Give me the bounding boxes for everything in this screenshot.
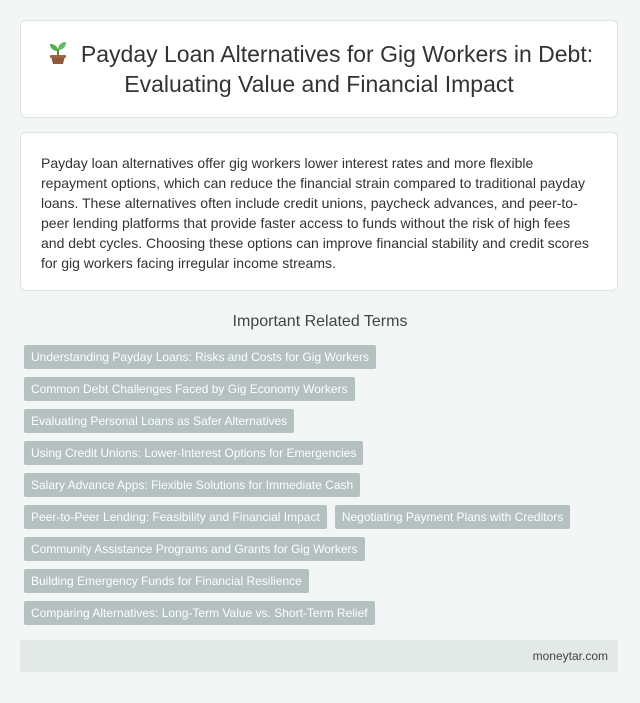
related-term-tag[interactable]: Peer-to-Peer Lending: Feasibility and Financial Impact <box>24 505 327 529</box>
related-term-tag[interactable]: Comparing Alternatives: Long-Term Value vs. Short-Term Relief <box>24 601 375 625</box>
related-term-tag[interactable]: Using Credit Unions: Lower-Interest Options for Emergencies <box>24 441 363 465</box>
summary-text: Payday loan alternatives offer gig workers lower interest rates and more flexible repayment options, which can reduce the financial strain compared to traditional payday loans. These alternatives often include credit unions, paycheck advances, and peer-to-peer lending platforms that provide faster access to funds without the risk of high fees and debt cycles. Choosing these options can improve financial stability and credit scores for gig workers facing irregular income streams. <box>41 155 589 271</box>
title-card <box>20 20 618 118</box>
related-term-tag[interactable]: Building Emergency Funds for Financial Resilience <box>24 569 309 593</box>
related-terms-list <box>24 345 624 633</box>
related-terms-heading: Important Related Terms <box>232 313 408 330</box>
page-title-text: Payday Loan Alternatives for Gig Workers in Debt: Evaluating Value and Financial Impact <box>80 41 594 97</box>
related-term-tag[interactable]: Understanding Payday Loans: Risks and Costs for Gig Workers <box>24 345 376 369</box>
footer <box>20 640 618 672</box>
related-term-tag[interactable]: Negotiating Payment Plans with Creditors <box>335 505 570 529</box>
related-term-tag[interactable]: Common Debt Challenges Faced by Gig Economy Workers <box>24 377 355 401</box>
related-term-tag[interactable]: Community Assistance Programs and Grants for Gig Workers <box>24 537 365 561</box>
footer-site-link[interactable]: moneytar.com <box>532 649 608 663</box>
summary-card <box>20 132 618 291</box>
related-term-tag[interactable]: Salary Advance Apps: Flexible Solutions for Immediate Cash <box>24 473 360 497</box>
related-term-tag[interactable]: Evaluating Personal Loans as Safer Alternatives <box>24 409 294 433</box>
page-title <box>21 39 617 99</box>
sprout-icon <box>45 39 71 65</box>
